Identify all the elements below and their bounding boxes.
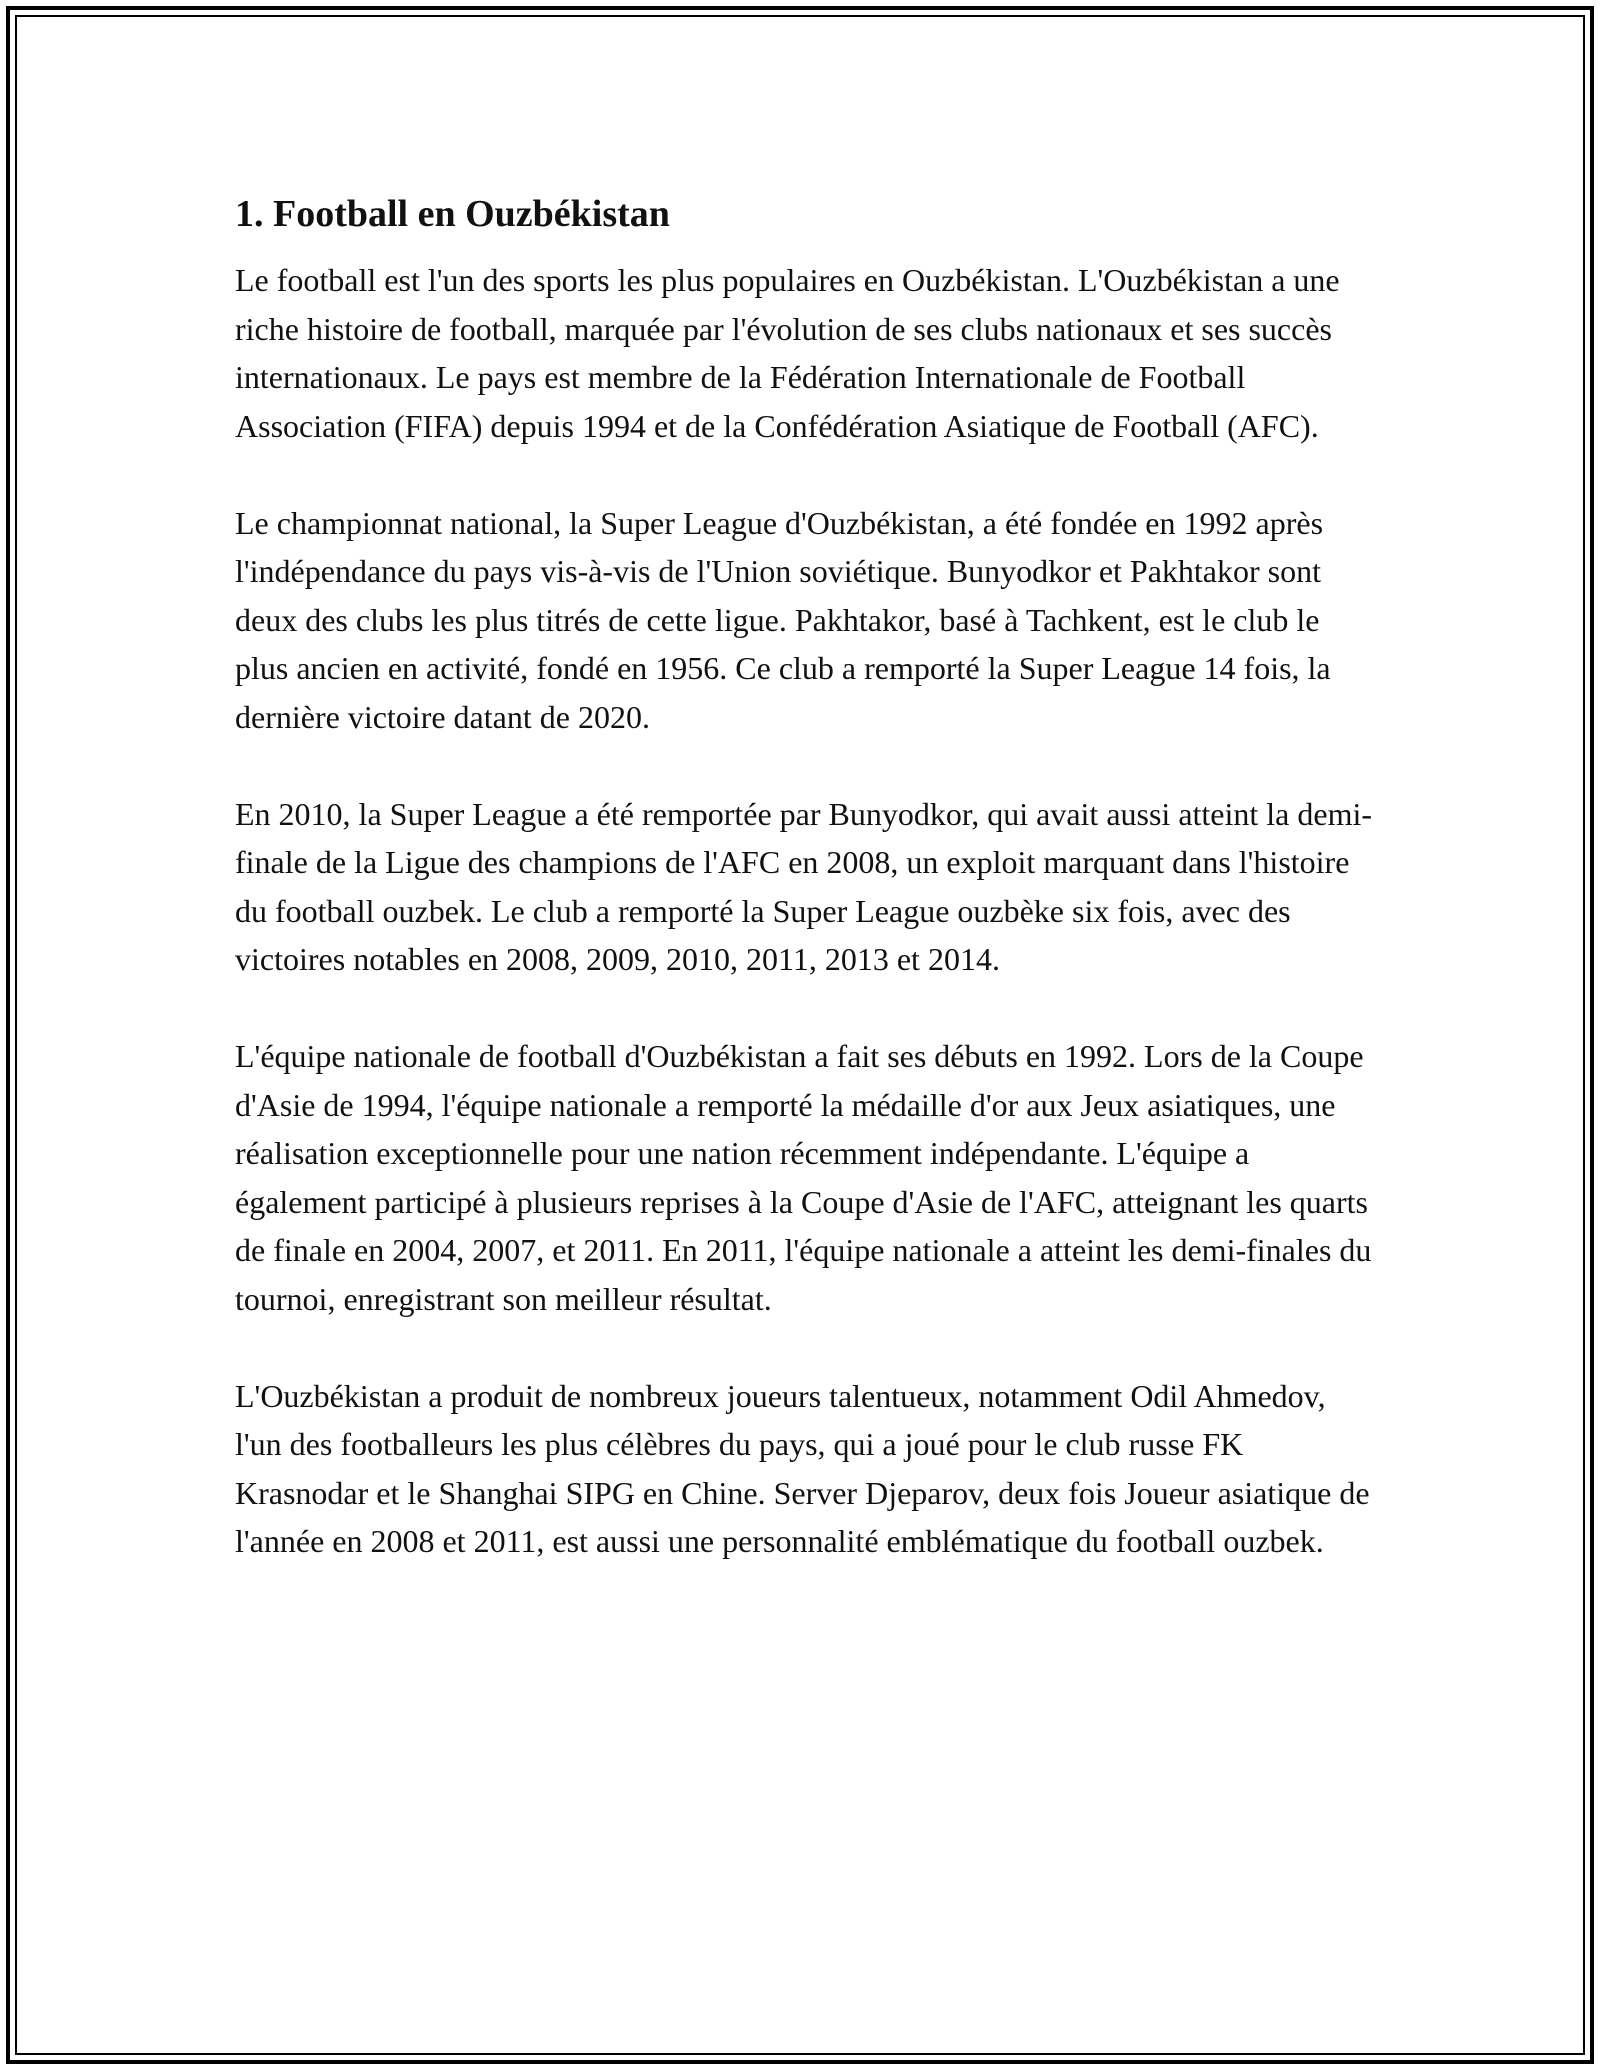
document-body	[235, 186, 1375, 1566]
paragraph-intro: Le football est l'un des sports les plus populaires en Ouzbékistan. L'Ouzbékistan a une riche histoire de football, marquée par l'évolution de ses clubs nationaux et ses succès internationaux. Le pays est membre de la Fédération Internationale de Football Association (FIFA) depuis 1994 et de la Confédération Asiatique de Football (AFC).	[235, 262, 1340, 444]
paragraph-national-team: L'équipe nationale de football d'Ouzbékistan a fait ses débuts en 1992. Lors de la Coupe d'Asie de 1994, l'équipe nationale a remporté la médaille d'or aux Jeux asiatiques, une réalisation exceptionnelle pour une nation récemment indépendante. L'équipe a également participé à plusieurs reprises à la Coupe d'Asie de l'AFC, atteignant les quarts de finale en 2004, 2007, et 2011. En 2011, l'équipe nationale a atteint les demi-finales du tournoi, enregistrant son meilleur résultat.	[235, 1038, 1372, 1317]
paragraph-bunyodkor: En 2010, la Super League a été remportée par Bunyodkor, qui avait aussi atteint la demi-finale de la Ligue des champions de l'AFC en 2008, un exploit marquant dans l'histoire du football ouzbek. Le club a remporté la Super League ouzbèke six fois, avec des victoires notables en 2008, 2009, 2010, 2011, 2013 et 2014.	[235, 795, 1373, 977]
page-title: 1. Football en Ouzbékistan	[235, 193, 670, 235]
paragraph-super-league: Le championnat national, la Super League d'Ouzbékistan, a été fondée en 1992 après l'indépendance du pays vis-à-vis de l'Union soviétique. Bunyodkor et Pakhtakor sont deux des clubs les plus titrés de cette ligue. Pakhtakor, basé à Tachkent, est le club le plus ancien en activité, fondé en 1956. Ce club a remporté la Super League 14 fois, la dernière victoire datant de 2020.	[235, 504, 1331, 735]
paragraph-players: L'Ouzbékistan a produit de nombreux joueurs talentueux, notamment Odil Ahmedov, l'un des footballeurs les plus célèbres du pays, qui a joué pour le club russe FK Krasnodar et le Shanghai SIPG en Chine. Server Djeparov, deux fois Joueur asiatique de l'année en 2008 et 2011, est aussi une personnalité emblématique du football ouzbek.	[235, 1377, 1370, 1559]
